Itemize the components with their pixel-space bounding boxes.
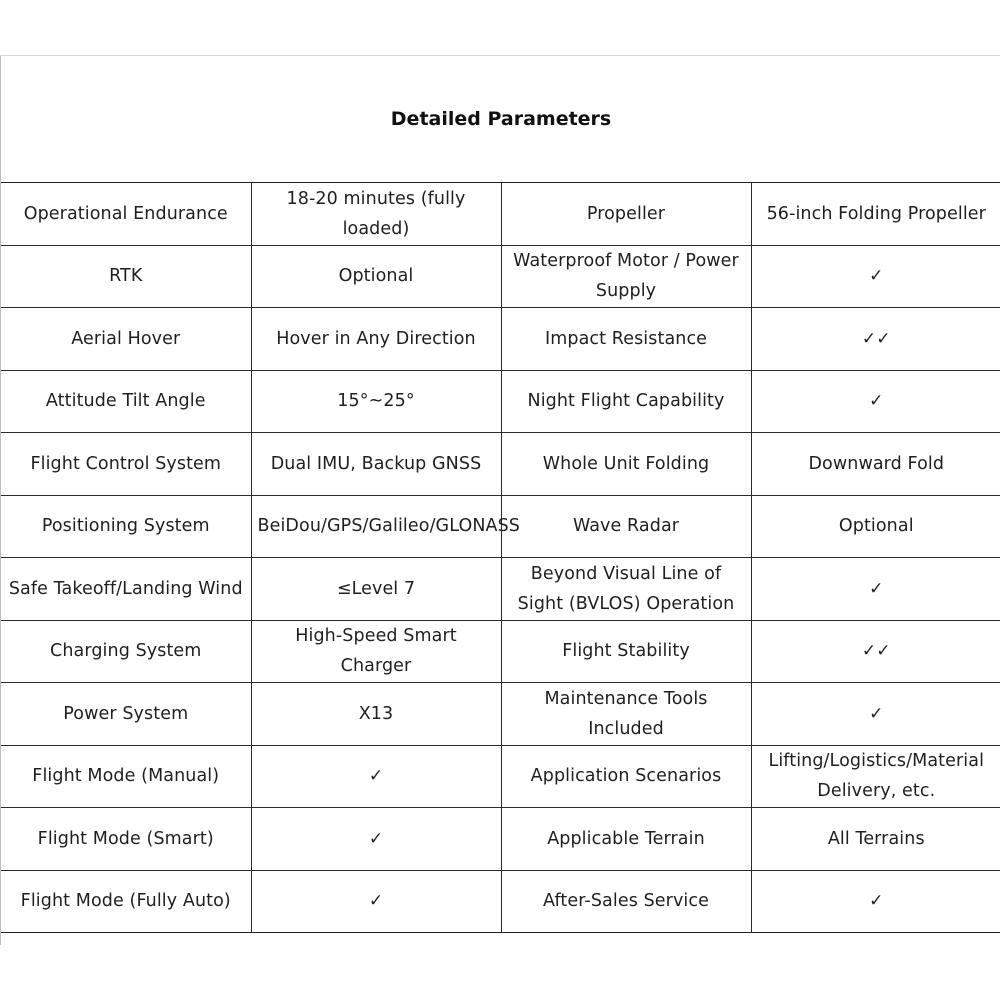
param-value-right: Lifting/Logistics/Material Delivery, etc.	[751, 745, 1000, 808]
param-label-right: Propeller	[501, 183, 751, 246]
param-label-right: Applicable Terrain	[501, 808, 751, 871]
param-value-left: ✓	[251, 808, 501, 871]
table-row	[1, 558, 1000, 621]
param-value-right: ✓	[751, 245, 1000, 308]
param-value-left: BeiDou/GPS/Galileo/GLONASS	[251, 495, 501, 558]
param-label-left: Charging System	[1, 620, 251, 683]
param-label-left: Attitude Tilt Angle	[1, 370, 251, 433]
table-row	[1, 183, 1000, 246]
table-row	[1, 683, 1000, 746]
param-label-left: Aerial Hover	[1, 308, 251, 371]
param-label-left: Flight Mode (Fully Auto)	[1, 870, 251, 933]
param-label-left: Operational Endurance	[1, 183, 251, 246]
param-value-left: ✓	[251, 870, 501, 933]
param-value-right: ✓	[751, 870, 1000, 933]
param-value-left: 18-20 minutes (fully loaded)	[251, 183, 501, 246]
param-value-left: Optional	[251, 245, 501, 308]
param-value-right: All Terrains	[751, 808, 1000, 871]
table-row	[1, 308, 1000, 371]
param-value-right: ✓✓	[751, 620, 1000, 683]
param-label-left: Power System	[1, 683, 251, 746]
param-value-left: High-Speed Smart Charger	[251, 620, 501, 683]
table-row	[1, 808, 1000, 871]
param-label-right: Waterproof Motor / Power Supply	[501, 245, 751, 308]
param-value-left: Hover in Any Direction	[251, 308, 501, 371]
param-value-left: X13	[251, 683, 501, 746]
param-value-right: ✓	[751, 370, 1000, 433]
title-row	[1, 56, 1000, 183]
param-value-left: Dual IMU, Backup GNSS	[251, 433, 501, 496]
table-row	[1, 433, 1000, 496]
param-label-right: Whole Unit Folding	[501, 433, 751, 496]
param-value-right: Downward Fold	[751, 433, 1000, 496]
param-label-right: Night Flight Capability	[501, 370, 751, 433]
param-value-left: ✓	[251, 745, 501, 808]
param-label-right: Beyond Visual Line of Sight (BVLOS) Operation	[501, 558, 751, 621]
parameters-sheet	[0, 55, 1000, 945]
param-value-right: Optional	[751, 495, 1000, 558]
param-label-left: Safe Takeoff/Landing Wind	[1, 558, 251, 621]
param-label-left: RTK	[1, 245, 251, 308]
param-label-right: Application Scenarios	[501, 745, 751, 808]
table-row	[1, 495, 1000, 558]
param-label-left: Flight Mode (Smart)	[1, 808, 251, 871]
param-value-right: ✓✓	[751, 308, 1000, 371]
parameters-table	[1, 56, 1000, 933]
table-row	[1, 245, 1000, 308]
param-value-right: ✓	[751, 683, 1000, 746]
param-value-left: 15°~25°	[251, 370, 501, 433]
table-row	[1, 745, 1000, 808]
table-row	[1, 370, 1000, 433]
param-label-left: Positioning System	[1, 495, 251, 558]
table-row	[1, 620, 1000, 683]
param-value-left: ≤Level 7	[251, 558, 501, 621]
param-label-right: Maintenance Tools Included	[501, 683, 751, 746]
param-value-right: ✓	[751, 558, 1000, 621]
param-label-right: After-Sales Service	[501, 870, 751, 933]
table-row	[1, 870, 1000, 933]
param-label-left: Flight Control System	[1, 433, 251, 496]
param-label-right: Flight Stability	[501, 620, 751, 683]
table-title: Detailed Parameters	[1, 56, 1000, 183]
param-label-right: Wave Radar	[501, 495, 751, 558]
param-value-right: 56-inch Folding Propeller	[751, 183, 1000, 246]
param-label-left: Flight Mode (Manual)	[1, 745, 251, 808]
param-label-right: Impact Resistance	[501, 308, 751, 371]
